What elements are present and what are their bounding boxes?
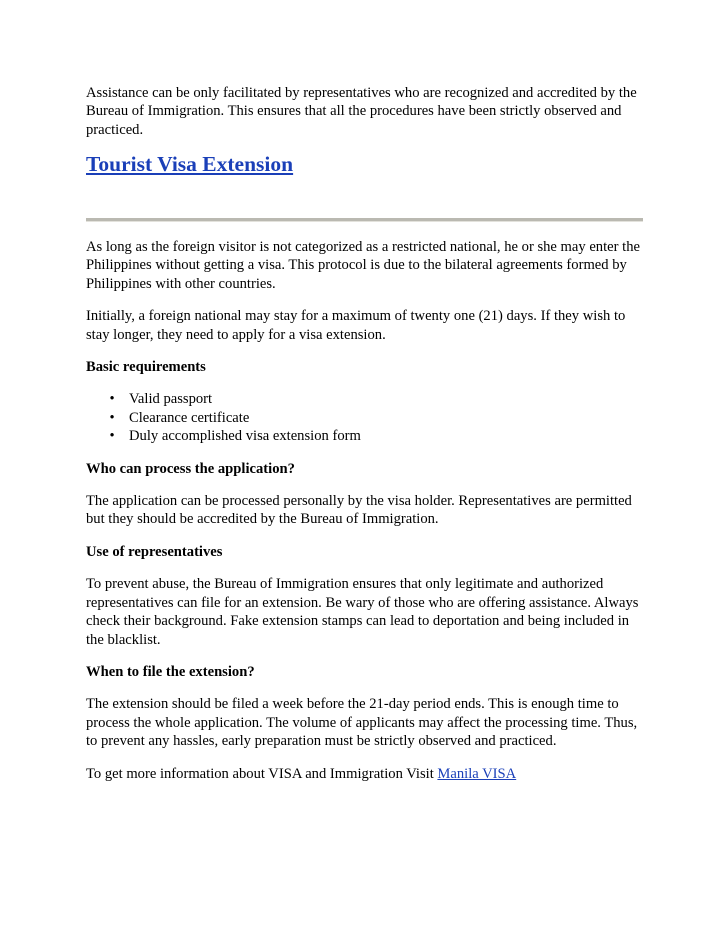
footer-paragraph: [86, 765, 646, 783]
paragraph-visa-entry: As long as the foreign visitor is not categorized as a restricted national, he or she may enter the Philippines without getting a visa. This protocol is due to the bilateral agreements formed by Philippines with other countries.: [86, 239, 640, 292]
list-item: [86, 427, 646, 445]
bullet-icon: •: [109, 428, 115, 445]
bullet-icon: •: [109, 391, 115, 408]
section-heading-link[interactable]: Tourist Visa Extension: [86, 152, 294, 176]
list-item-label: Clearance certificate: [129, 409, 250, 426]
who-heading: Who can process the application?: [86, 460, 295, 477]
intro-paragraph: Assistance can be only facilitated by representatives who are recognized and accredited by the Bureau of Immigration. This ensures that all the procedures have been strictly observed and practiced.: [86, 85, 637, 138]
manila-visa-link[interactable]: Manila VISA: [437, 765, 517, 782]
bullet-icon: •: [109, 409, 115, 426]
representatives-heading: Use of representatives: [86, 543, 223, 560]
list-item: [86, 390, 646, 408]
footer-text: To get more information about VISA and Immigration Visit: [86, 765, 438, 782]
who-paragraph: The application can be processed personally by the visa holder. Representatives are permitted but they should be accredited by the Bureau of Immigration.: [86, 493, 632, 528]
paragraph-stay-duration: Initially, a foreign national may stay for a maximum of twenty one (21) days. If they wish to stay longer, they need to apply for a visa extension.: [86, 308, 626, 343]
when-paragraph: The extension should be filed a week before the 21-day period ends. This is enough time to process the whole application. The volume of applicants may affect the processing time. Thus, to prevent any hassles, early preparation must be strictly observed and practiced.: [86, 696, 638, 750]
requirements-heading: Basic requirements: [86, 359, 206, 376]
list-item: [86, 409, 646, 427]
list-item-label: Duly accomplished visa extension form: [129, 428, 361, 445]
requirements-list: [86, 390, 646, 445]
representatives-paragraph: To prevent abuse, the Bureau of Immigration ensures that only legitimate and authorized representatives can file for an extension. Be wary of those who are offering assistance. Always check their background. Fake extension stamps can lead to deportation and being included in the blacklist.: [86, 576, 639, 648]
when-heading: When to file the extension?: [86, 663, 255, 680]
horizontal-rule: [86, 218, 643, 222]
list-item-label: Valid passport: [129, 391, 213, 408]
article-body: [86, 238, 646, 797]
